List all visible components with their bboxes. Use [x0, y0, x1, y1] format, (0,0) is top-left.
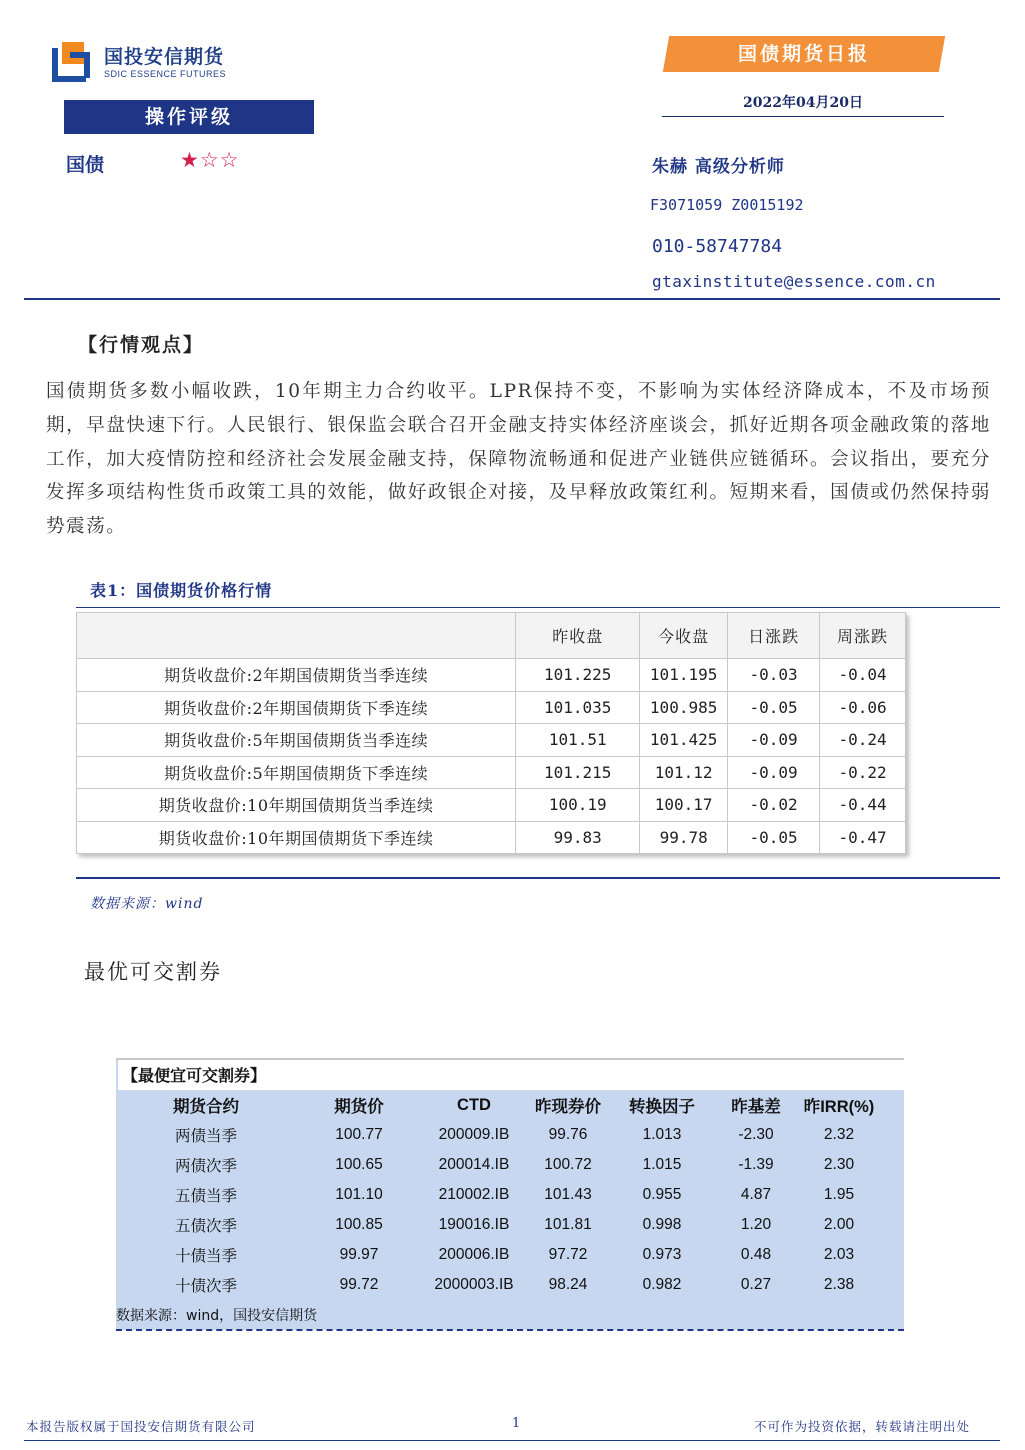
ctd-spot-price: 98.24 [548, 1276, 588, 1293]
footer-rule [24, 1440, 1000, 1441]
table-row [77, 659, 906, 692]
logo-name-en: SDIC ESSENCE FUTURES [104, 68, 227, 79]
table-header-row [77, 613, 906, 659]
analyst-cert: F3071059 Z0015192 [650, 196, 804, 214]
row-label: 期货收盘价:5年期国债期货下季连续 [77, 756, 516, 789]
table-row [77, 691, 906, 724]
row-label: 期货收盘价:10年期国债期货当季连续 [77, 789, 516, 822]
prev-close: 101.225 [516, 659, 640, 692]
ctd-header-cell: 期货价 [334, 1098, 384, 1116]
ctd-basis: -1.39 [738, 1156, 774, 1173]
ctd-conversion-factor: 0.982 [642, 1276, 682, 1293]
ctd-header-cell: CTD [457, 1095, 491, 1114]
prev-close: 100.19 [516, 789, 640, 822]
ctd-contract: 两债当季 [174, 1128, 237, 1145]
ctd-row [116, 1120, 904, 1150]
today-close: 101.195 [640, 659, 728, 692]
ctd-row [116, 1180, 904, 1210]
table-row [77, 756, 906, 789]
ctd-spot-price: 99.76 [548, 1126, 588, 1143]
ctd-conversion-factor: 0.955 [642, 1186, 682, 1203]
ctd-source: 数据来源：wind，国投安信期货 [116, 1308, 318, 1324]
daily-change: -0.09 [728, 724, 820, 757]
row-label: 期货收盘价:10年期国债期货下季连续 [77, 821, 516, 854]
ctd-contract: 十债当季 [174, 1248, 237, 1265]
ctd-contract: 两债次季 [174, 1158, 237, 1175]
rating-stars: ★☆☆ [180, 148, 240, 172]
report-date: 2022年04月20日 [662, 92, 944, 117]
ctd-basis: 0.27 [740, 1276, 772, 1293]
ctd-futures-price: 99.97 [339, 1246, 379, 1263]
table-header-cell: 日涨跌 [728, 613, 820, 659]
row-label: 期货收盘价:2年期国债期货下季连续 [77, 691, 516, 724]
today-close: 101.425 [640, 724, 728, 757]
bond-label: 国债 [66, 154, 105, 176]
daily-change: -0.05 [728, 691, 820, 724]
ctd-conversion-factor: 0.998 [642, 1216, 682, 1233]
market-view-text: 国债期货多数小幅收跌，10年期主力合约收平。LPR保持不变，不影响为实体经济降成本，不及市场预期，早盘快速下行。人民银行、银保监会联合召开金融支持实体经济座谈会，抓好近期各项金融政策的落地工作，加大疫情防控和经济社会发展金融支持，保障物流畅通和促进产业链供应链循环。会议指出，要充分发挥多项结构性货币政策工具的效能，做好政银企对接，及早释放政策红利。短期来看，国债或仍然保持弱势震荡。 [46, 381, 991, 538]
ctd-header-row [116, 1090, 904, 1120]
ctd-heading: 最优可交割券 [84, 960, 222, 984]
price-table [76, 612, 906, 854]
ctd-basis: 1.20 [740, 1216, 772, 1233]
table-row [77, 821, 906, 854]
ctd-title: 【最便宜可交割券】 [118, 1060, 904, 1090]
ctd-row [116, 1240, 904, 1270]
ctd-header-cell: 期货合约 [173, 1098, 239, 1116]
table-header-cell [77, 613, 516, 659]
table1-bottom-rule [76, 877, 1000, 879]
footer-disclaimer: 不可作为投资依据，转载请注明出处 [754, 1419, 971, 1434]
today-close: 100.17 [640, 789, 728, 822]
weekly-change: -0.06 [820, 691, 906, 724]
ctd-row [116, 1210, 904, 1240]
logo-name-cn: 国投安信期货 [104, 45, 225, 68]
ctd-contract: 十债次季 [174, 1278, 237, 1295]
page-number: 1 [512, 1416, 521, 1431]
market-view-title: 【行情观点】 [78, 334, 205, 356]
ctd-spot-price: 101.81 [544, 1216, 592, 1233]
row-label: 期货收盘价:2年期国债期货当季连续 [77, 659, 516, 692]
ctd-futures-price: 100.77 [335, 1126, 383, 1143]
ctd-code: 200014.IB [438, 1156, 510, 1173]
ctd-futures-price: 100.85 [335, 1216, 383, 1233]
analyst-email[interactable]: gtaxinstitute@essence.com.cn [652, 272, 936, 291]
ctd-header-cell: 昨现券价 [535, 1098, 601, 1116]
prev-close: 101.035 [516, 691, 640, 724]
ctd-futures-price: 101.10 [335, 1186, 383, 1203]
today-close: 101.12 [640, 756, 728, 789]
prev-close: 101.215 [516, 756, 640, 789]
ctd-irr: 2.38 [823, 1276, 855, 1293]
weekly-change: -0.24 [820, 724, 906, 757]
footer-copyright: 本报告版权属于国投安信期货有限公司 [26, 1419, 256, 1434]
table-header-cell: 昨收盘 [516, 613, 640, 659]
ctd-futures-price: 100.65 [335, 1156, 383, 1173]
ctd-header-cell: 昨IRR(%) [803, 1098, 875, 1116]
table1-top-rule [76, 607, 1000, 608]
ctd-row [116, 1150, 904, 1180]
analyst-phone: 010-58747784 [652, 236, 783, 257]
weekly-change: -0.22 [820, 756, 906, 789]
ctd-code: 200009.IB [438, 1126, 510, 1143]
table-row [77, 724, 906, 757]
prev-close: 99.83 [516, 821, 640, 854]
daily-change: -0.05 [728, 821, 820, 854]
ctd-code: 190016.IB [438, 1216, 510, 1233]
company-logo [52, 42, 226, 84]
analyst-name: 朱赫 高级分析师 [652, 157, 785, 177]
ctd-code: 210002.IB [438, 1186, 510, 1203]
ctd-contract: 五债当季 [174, 1188, 237, 1205]
ctd-basis: -2.30 [738, 1126, 774, 1143]
ctd-conversion-factor: 1.015 [642, 1156, 682, 1173]
table-header-cell: 今收盘 [640, 613, 728, 659]
weekly-change: -0.04 [820, 659, 906, 692]
daily-change: -0.03 [728, 659, 820, 692]
ctd-basis: 4.87 [740, 1186, 772, 1203]
ctd-contract: 五债次季 [174, 1218, 237, 1235]
ctd-basis: 0.48 [740, 1246, 772, 1263]
ctd-code: 200006.IB [438, 1246, 510, 1263]
table1-container [76, 612, 906, 854]
weekly-change: -0.47 [820, 821, 906, 854]
ctd-dashed-rule [116, 1329, 904, 1331]
ctd-row [116, 1270, 904, 1300]
report-title: 国债期货日报 [737, 43, 870, 65]
ctd-conversion-factor: 1.013 [642, 1126, 682, 1143]
table1-source: 数据来源：wind [90, 896, 204, 912]
table1-title: 表1：国债期货价格行情 [90, 581, 273, 600]
ctd-code: 2000003.IB [434, 1276, 514, 1293]
ctd-irr: 2.32 [823, 1126, 855, 1143]
ctd-spot-price: 97.72 [548, 1246, 588, 1263]
ctd-header-cell: 转换因子 [629, 1098, 695, 1116]
ctd-irr: 2.30 [823, 1156, 855, 1173]
ctd-conversion-factor: 0.973 [642, 1246, 682, 1263]
rating-label: 操作评级 [64, 100, 314, 134]
today-close: 100.985 [640, 691, 728, 724]
daily-change: -0.02 [728, 789, 820, 822]
ctd-table [116, 1090, 904, 1300]
ctd-spot-price: 101.43 [544, 1186, 592, 1203]
ctd-spot-price: 100.72 [544, 1156, 592, 1173]
row-label: 期货收盘价:5年期国债期货当季连续 [77, 724, 516, 757]
prev-close: 101.51 [516, 724, 640, 757]
table-row [77, 789, 906, 822]
table-header-cell: 周涨跌 [820, 613, 906, 659]
ctd-futures-price: 99.72 [339, 1276, 379, 1293]
ctd-irr: 2.03 [823, 1246, 855, 1263]
logo-mark-icon [52, 42, 96, 84]
daily-change: -0.09 [728, 756, 820, 789]
ctd-header-cell: 昨基差 [731, 1098, 781, 1116]
weekly-change: -0.44 [820, 789, 906, 822]
header-divider [24, 298, 1000, 300]
ctd-irr: 1.95 [823, 1186, 855, 1203]
ctd-irr: 2.00 [823, 1216, 855, 1233]
today-close: 99.78 [640, 821, 728, 854]
